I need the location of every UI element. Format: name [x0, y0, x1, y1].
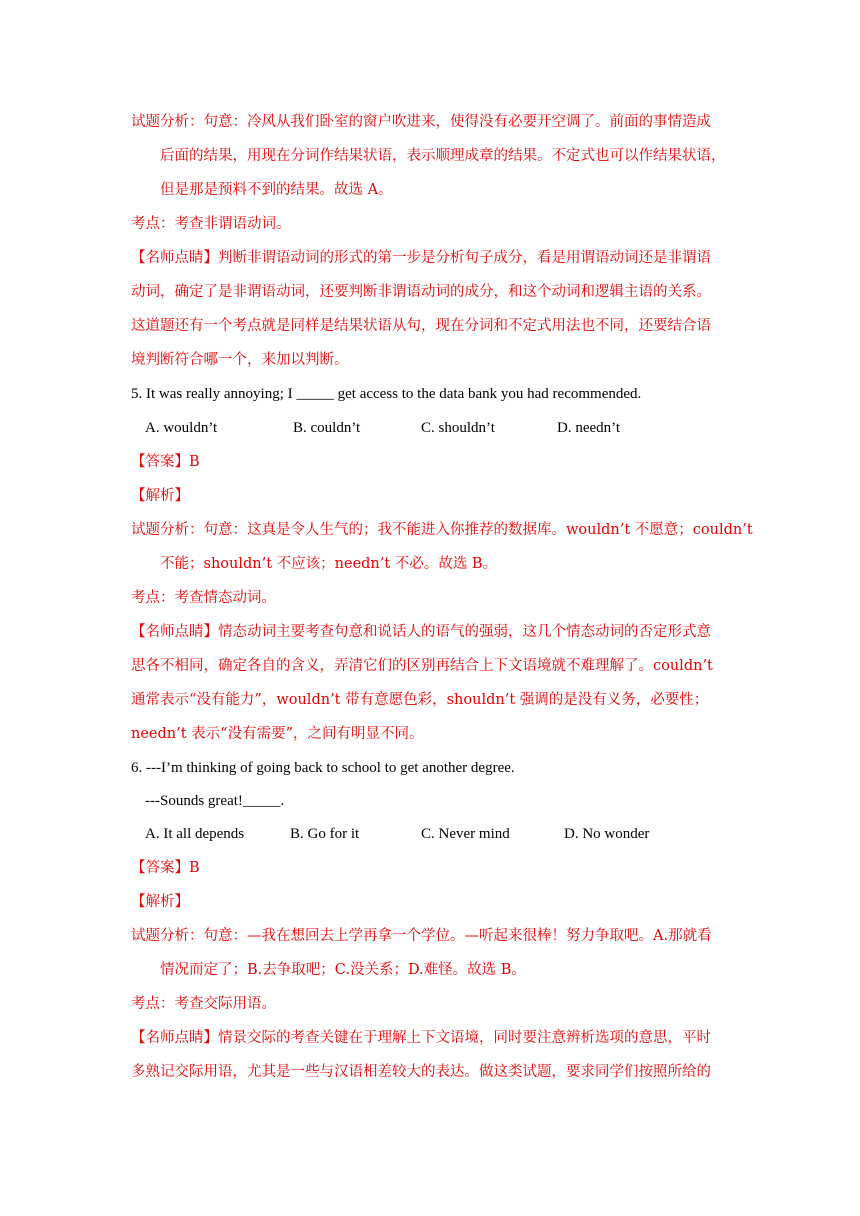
q6-stem-reply: ---Sounds great!_____. — [145, 793, 285, 809]
q5-stem: 5. It was really annoying; I _____ get access to the data bank you had recommended. — [131, 386, 642, 402]
q4-tip-line-4: 境判断符合哪一个，来加以判断。 — [131, 352, 349, 368]
q4-point: 考点：考查非谓语动词。 — [131, 216, 291, 232]
q6-option-b: B. Go for it — [290, 826, 360, 842]
q5-tip-line-2: 思各不相同，确定各自的含义，弄清它们的区别再结合上下文语境就不难理解了。couldn’t — [131, 658, 713, 674]
q5-analysis-heading: 【解析】 — [131, 488, 189, 504]
q4-tip-line-2: 动词，确定了是非谓语动词，还要判断非谓语动词的成分，和这个动词和逻辑主语的关系。 — [131, 284, 711, 300]
q6-point: 考点：考查交际用语。 — [131, 996, 276, 1012]
q5-analysis-line-2: 不能；shouldn’t 不应该；needn’t 不必。故选 B。 — [160, 556, 498, 572]
q5-tip-line-4: needn’t 表示“没有需要”，之间有明显不同。 — [131, 726, 424, 742]
q5-analysis-line-1: 试题分析：句意：这真是令人生气的；我不能进入你推荐的数据库。wouldn’t 不愿意；couldn’t — [131, 522, 753, 538]
q5-option-c: C. shouldn’t — [421, 420, 495, 436]
q6-option-c: C. Never mind — [421, 826, 510, 842]
q6-option-a: A. It all depends — [145, 826, 245, 842]
q6-tip-line-1: 【名师点睛】情景交际的考查关键在于理解上下文语境，同时要注意辨析选项的意思，平时 — [131, 1030, 711, 1046]
q6-stem: 6. ---I’m thinking of going back to school to get another degree. — [131, 760, 515, 776]
q5-answer: 【答案】B — [131, 454, 200, 470]
q4-analysis-line-1: 试题分析：句意：冷风从我们卧室的窗户吹进来，使得没有必要开空调了。前面的事情造成 — [131, 114, 711, 130]
q6-tip-line-2: 多熟记交际用语，尤其是一些与汉语相差较大的表达。做这类试题，要求同学们按照所给的 — [131, 1064, 711, 1080]
q5-point: 考点：考查情态动词。 — [131, 590, 276, 606]
q4-analysis-line-3: 但是那是预料不到的结果。故选 A。 — [160, 182, 393, 198]
q5-tip-line-3: 通常表示“没有能力”，wouldn’t 带有意愿色彩，shouldn’t 强调的是没有义务，必要性； — [131, 692, 709, 708]
q4-tip-line-1: 【名师点睛】判断非谓语动词的形式的第一步是分析句子成分，看是用谓语动词还是非谓语 — [131, 250, 711, 266]
q5-tip-line-1: 【名师点睛】情态动词主要考查句意和说话人的语气的强弱，这几个情态动词的否定形式意 — [131, 624, 711, 640]
q6-answer: 【答案】B — [131, 860, 200, 876]
q5-option-b: B. couldn’t — [293, 420, 361, 436]
q5-option-a: A. wouldn’t — [145, 420, 218, 436]
q6-analysis-line-2: 情况而定了；B.去争取吧；C.没关系；D.难怪。故选 B。 — [160, 962, 526, 978]
q6-analysis-heading: 【解析】 — [131, 894, 189, 910]
q4-analysis-line-2: 后面的结果，用现在分词作结果状语，表示顺理成章的结果。不定式也可以作结果状语， — [160, 148, 726, 164]
q4-tip-line-3: 这道题还有一个考点就是同样是结果状语从句，现在分词和不定式用法也不同，还要结合语 — [131, 318, 711, 334]
q6-analysis-line-1: 试题分析：句意：—我在想回去上学再拿一个学位。—听起来很棒！努力争取吧。A.那就看 — [131, 928, 712, 944]
q6-option-d: D. No wonder — [564, 826, 650, 842]
q5-option-d: D. needn’t — [557, 420, 621, 436]
